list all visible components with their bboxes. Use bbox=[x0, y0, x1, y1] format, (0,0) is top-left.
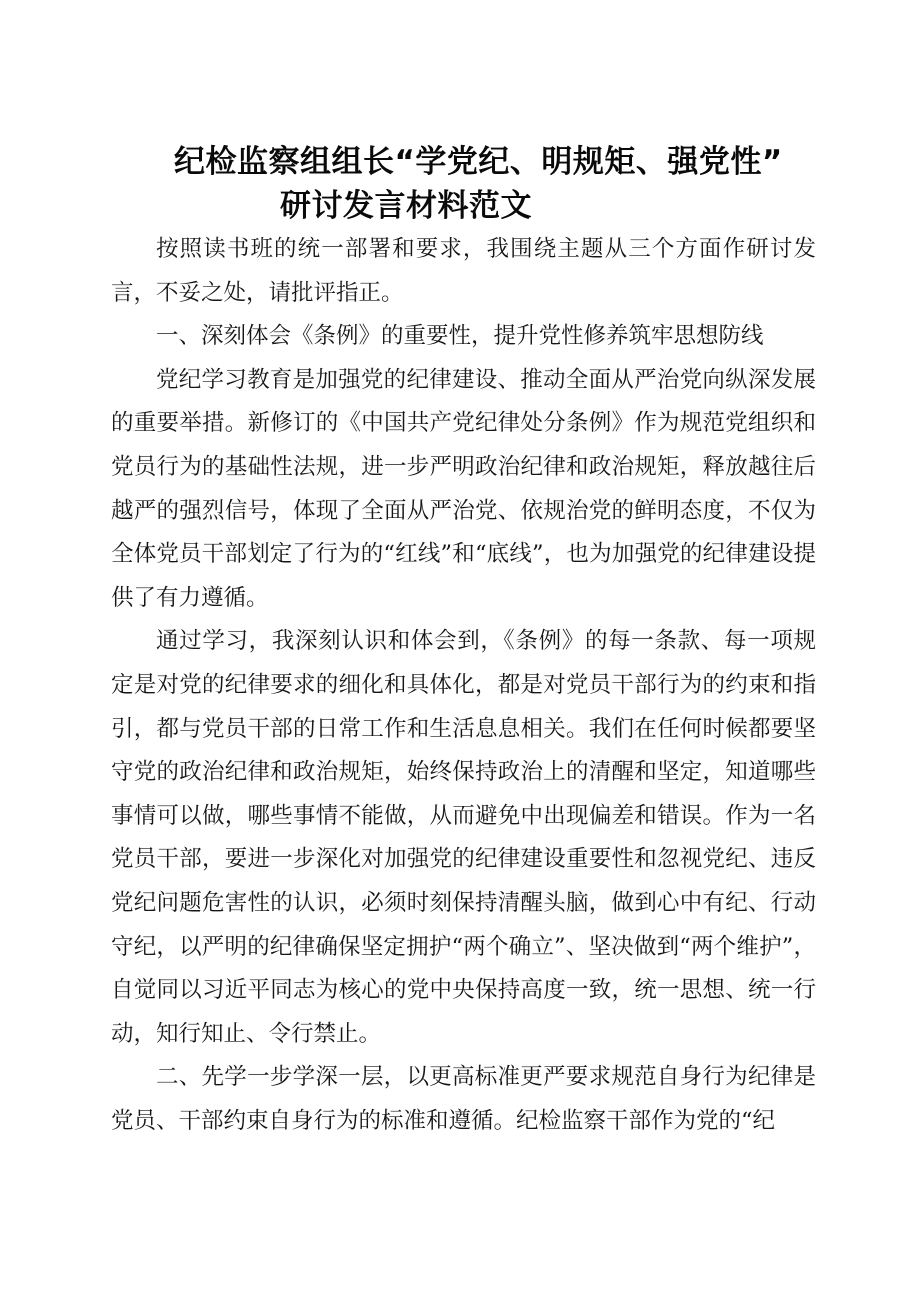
section-heading-1: 一、深刻体会《条例》的重要性，提升党性修养筑牢思想防线 bbox=[156, 323, 764, 350]
paragraph-1: 党纪学习教育是加强党的纪律建设、推动全面从严治党向纵深发展的重要举措。新修订的《中国共产党纪律处分条例》作为规范党组织和党员行为的基础性法规，进一步严明政治纪律和政治规矩，释放越往后越严的强烈信号，体现了全面从严治党、依规治党的鲜明态度，不仅为全体党员干部划定了行为的“红线”和“底线”，也为加强党的纪律建设提供了有力遵循。 bbox=[111, 366, 816, 611]
paragraph-intro: 按照读书班的统一部署和要求，我围绕主题从三个方面作研讨发言，不妥之处，请批评指正。 bbox=[111, 236, 816, 306]
paragraph-2: 通过学习，我深刻认识和体会到，《条例》的每一条款、每一项规定是对党的纪律要求的细化和具体化，都是对党员干部行为的约束和指引，都与党员干部的日常工作和生活息息相关。我们在任何时候都要坚守党的政治纪律和政治规矩，始终保持政治上的清醒和坚定，知道哪些事情可以做，哪些事情不能做，从而避免中出现偏差和错误。作为一名党员干部，要进一步深化对加强党的纪律建设重要性和忽视党纪、违反党纪问题危害性的认识，必须时刻保持清醒头脑，做到心中有纪、行动守纪，以严明的纪律确保坚定拥护“两个确立”、坚决做到“两个维护”，自觉同以习近平同志为核心的党中央保持高度一致，统一思想、统一行动，知行知止、令行禁止。 bbox=[111, 628, 816, 1047]
document-body bbox=[111, 228, 816, 1143]
document-title-line-2: 研讨发言材料范文 bbox=[280, 188, 532, 224]
section-heading-2: 二、先学一步学深一层，以更高标准更严要求规范自身行为纪律是党员、干部约束自身行为的标准和遵循。纪检监察干部作为党的“纪 bbox=[111, 1064, 816, 1134]
document-title-line-1: 纪检监察组组长“学党纪、明规矩、强党性” bbox=[174, 144, 783, 180]
